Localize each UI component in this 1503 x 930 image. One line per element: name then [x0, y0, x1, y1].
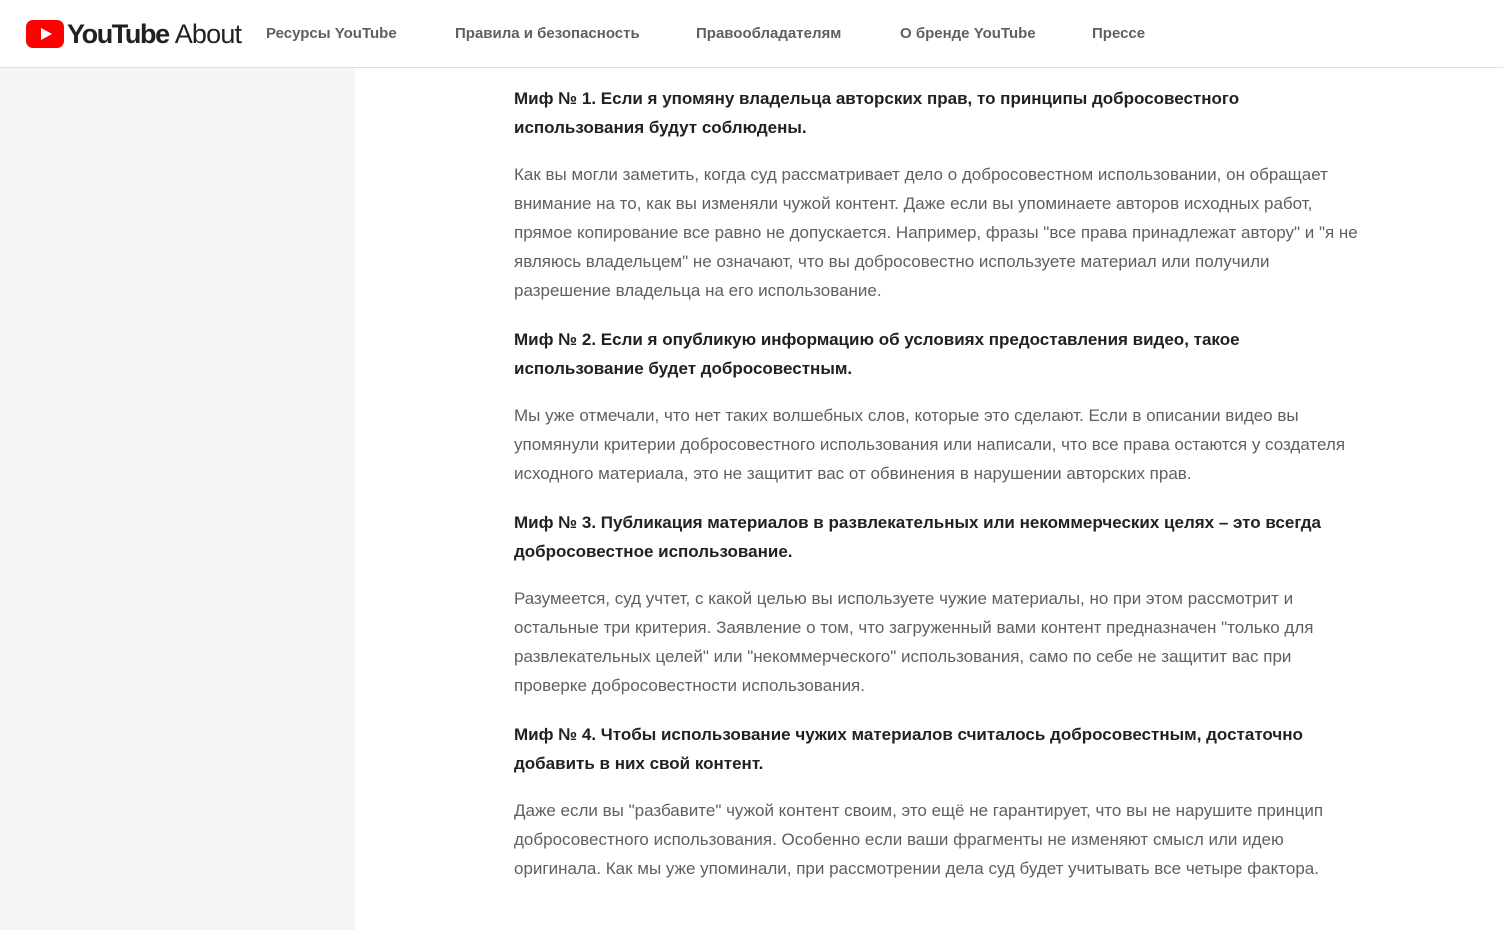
youtube-play-icon: [26, 20, 64, 48]
article-content: [514, 84, 1359, 903]
myth-body: Как вы могли заметить, когда суд рассматривает дело о добросовестном использовании, он обращает внимание на то, как вы изменяли чужой контент. Даже если вы упоминаете авторов исходных работ, прямое копирование все равно не допускается. Например, фразы "все права принадлежат автору" и "я не являюсь владельцем" не означают, что вы добросовестно используете материал или получили разрешение владельца на его использование.: [514, 165, 1358, 300]
myth-section-2: [514, 325, 1359, 488]
nav-item-press[interactable]: Прессе: [1092, 25, 1146, 42]
myth-body: Даже если вы "разбавите" чужой контент своим, это ещё не гарантирует, что вы не нарушите принцип добросовестного использования. Особенно если ваши фрагменты не изменяют смысл или идею оригинала. Как мы уже упоминали, при рассмотрении дела суд будет учитывать все четыре фактора.: [514, 801, 1324, 878]
top-navigation-bar: [0, 0, 1503, 68]
youtube-about-logo[interactable]: [26, 18, 241, 50]
nav-item-copyright-owners[interactable]: Правообладателям: [696, 25, 842, 42]
left-sidebar-panel: [0, 68, 355, 930]
nav-item-policies-safety[interactable]: Правила и безопасность: [455, 25, 640, 42]
myth-section-4: [514, 720, 1359, 883]
myth-section-3: [514, 508, 1359, 700]
logo-wordmark: YouTube: [67, 19, 169, 49]
myth-heading: Миф № 2. Если я опубликую информацию об условиях предоставления видео, такое использование будет добросовестным.: [514, 330, 1240, 378]
logo-subtitle: About: [174, 19, 242, 49]
myth-body: Мы уже отмечали, что нет таких волшебных слов, которые это сделают. Если в описании видео вы упомянули критерии добросовестного использования или написали, что все права остаются у создателя исходного материала, это не защитит вас от обвинения в нарушении авторских прав.: [514, 406, 1346, 483]
myth-heading: Миф № 4. Чтобы использование чужих материалов считалось добросовестным, достаточно добавить в них свой контент.: [514, 725, 1303, 773]
nav-item-brand[interactable]: О бренде YouTube: [900, 25, 1036, 42]
nav-item-youtube-resources[interactable]: Ресурсы YouTube: [266, 25, 397, 42]
myth-section-1: [514, 84, 1359, 305]
myth-heading: Миф № 1. Если я упомяну владельца авторских прав, то принципы добросовестного использования будут соблюдены.: [514, 89, 1240, 137]
myth-body: Разумеется, суд учтет, с какой целью вы используете чужие материалы, но при этом рассмотрит и остальные три критерия. Заявление о том, что загруженный вами контент предназначен "только для развлекательных целей" или "некоммерческого" использования, само по себе не защитит вас при проверке добросовестности использования.: [514, 589, 1314, 695]
myth-heading: Миф № 3. Публикация материалов в развлекательных или некоммерческих целях – это всегда добросовестное использование.: [514, 513, 1322, 561]
